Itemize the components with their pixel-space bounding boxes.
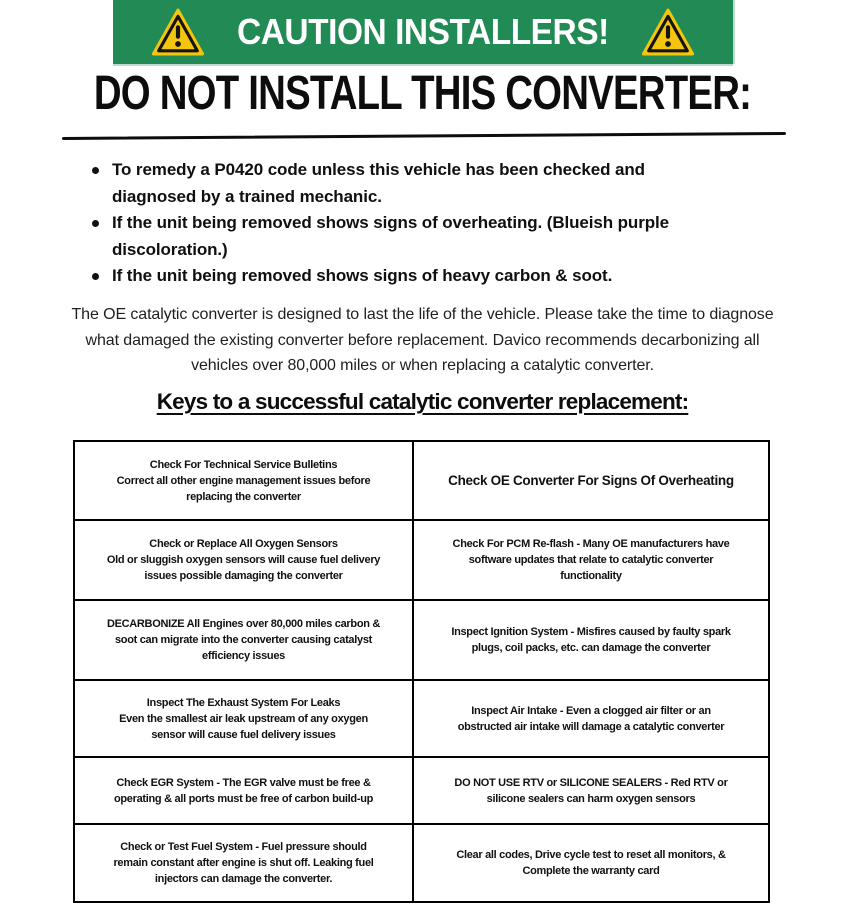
text-line: Clear all codes, Drive cycle test to reset all monitors, & [456,849,726,861]
text-line: Old or sluggish oxygen sensors will cause fuel delivery [106,554,381,566]
text-line: Check EGR System - The EGR valve must be free & [116,776,371,789]
page-title: DO NOT INSTALL THIS CONVERTER: [93,67,752,120]
list-item [92,157,669,210]
text-line: vehicles over 80,000 miles or when replacing a catalytic converter. [191,357,654,374]
table-cell [414,681,768,756]
list-item-text [112,263,612,290]
text-line: issues possible damaging the converter [144,570,343,582]
text-line: Complete the warranty card [522,865,660,877]
text-line: silicone sealers can harm oxygen sensors [486,792,696,805]
text-line: DECARBONIZE All Engines over 80,000 miles carbon & [106,618,381,630]
text-line: Even the smallest air leak upstream of any oxygen [119,712,368,725]
list-item-text [112,210,669,263]
bullet-icon [92,273,99,280]
text-line: obstructed air intake will damage a catalytic converter [457,720,725,733]
divider-line [62,132,786,140]
keys-heading: Keys to a successful catalytic converter replacement: [156,389,689,414]
list-item [92,210,669,263]
text-line: Inspect The Exhaust System For Leaks [146,696,341,709]
text-line: Check or Replace All Oxygen Sensors [149,538,338,550]
text-line: what damaged the existing converter before replacement. Davico recommends decarbonizing all [85,331,760,349]
text-line: operating & all ports must be free of carbon build-up [113,792,374,805]
warning-triangle-icon [151,8,205,56]
bullet-icon [92,220,99,227]
list-item [92,263,669,290]
text-line: sensor will cause fuel delivery issues [151,728,336,741]
text-line: Check For PCM Re-flash - Many OE manufacturers have [452,538,730,550]
text-line: remain constant after engine is shut off. Leaking fuel [113,857,374,869]
caution-banner [113,0,733,64]
table-cell [75,442,412,519]
text-line: To remedy a P0420 code unless this vehicle has been checked and [112,160,645,179]
table-cell [414,442,768,519]
text-line: Correct all other engine management issues before [116,474,371,487]
table-cell [75,601,412,679]
text-line: DO NOT USE RTV or SILICONE SEALERS - Red RTV or [454,776,728,789]
text-line: plugs, coil packs, etc. can damage the converter [471,642,711,654]
text-line: diagnosed by a trained mechanic. [112,186,382,206]
bullet-icon [92,167,99,174]
text-line: injectors can damage the converter. [154,873,333,885]
banner-title: CAUTION INSTALLERS! [237,11,609,52]
list-item-text [112,157,645,210]
table-cell [414,825,768,901]
table-cell [75,825,412,901]
text-line: efficiency issues [202,650,285,662]
text-line: Check OE Converter For Signs Of Overheating [448,472,734,488]
table-cell [75,681,412,756]
text-line: Inspect Air Intake - Even a clogged air filter or an [471,704,711,717]
text-line: The OE catalytic converter is designed to last the life of the vehicle. Please take the time to diagnose [71,306,774,323]
text-line: replacing the converter [186,490,301,503]
warning-triangle-icon [641,8,695,56]
text-line: If the unit being removed shows signs of heavy carbon & soot. [112,266,613,285]
text-line: discoloration.) [112,239,228,259]
oe-converter-paragraph [0,302,845,379]
text-line: soot can migrate into the converter causing catalyst [114,634,373,646]
text-line: Inspect Ignition System - Misfires caused by faulty spark [451,626,731,638]
table-cell [414,601,768,679]
table-cell [414,758,768,823]
table-cell [75,521,412,599]
text-line: Check or Test Fuel System - Fuel pressure should [120,841,367,853]
text-line: Check For Technical Service Bulletins [149,458,338,471]
warning-list [92,157,669,290]
keys-table [73,440,770,903]
text-line: functionality [560,570,622,582]
table-cell [414,521,768,599]
text-line: If the unit being removed shows signs of overheating. (Blueish purple [112,213,669,232]
table-cell [75,758,412,823]
text-line: software updates that relate to catalytic converter [468,554,714,566]
